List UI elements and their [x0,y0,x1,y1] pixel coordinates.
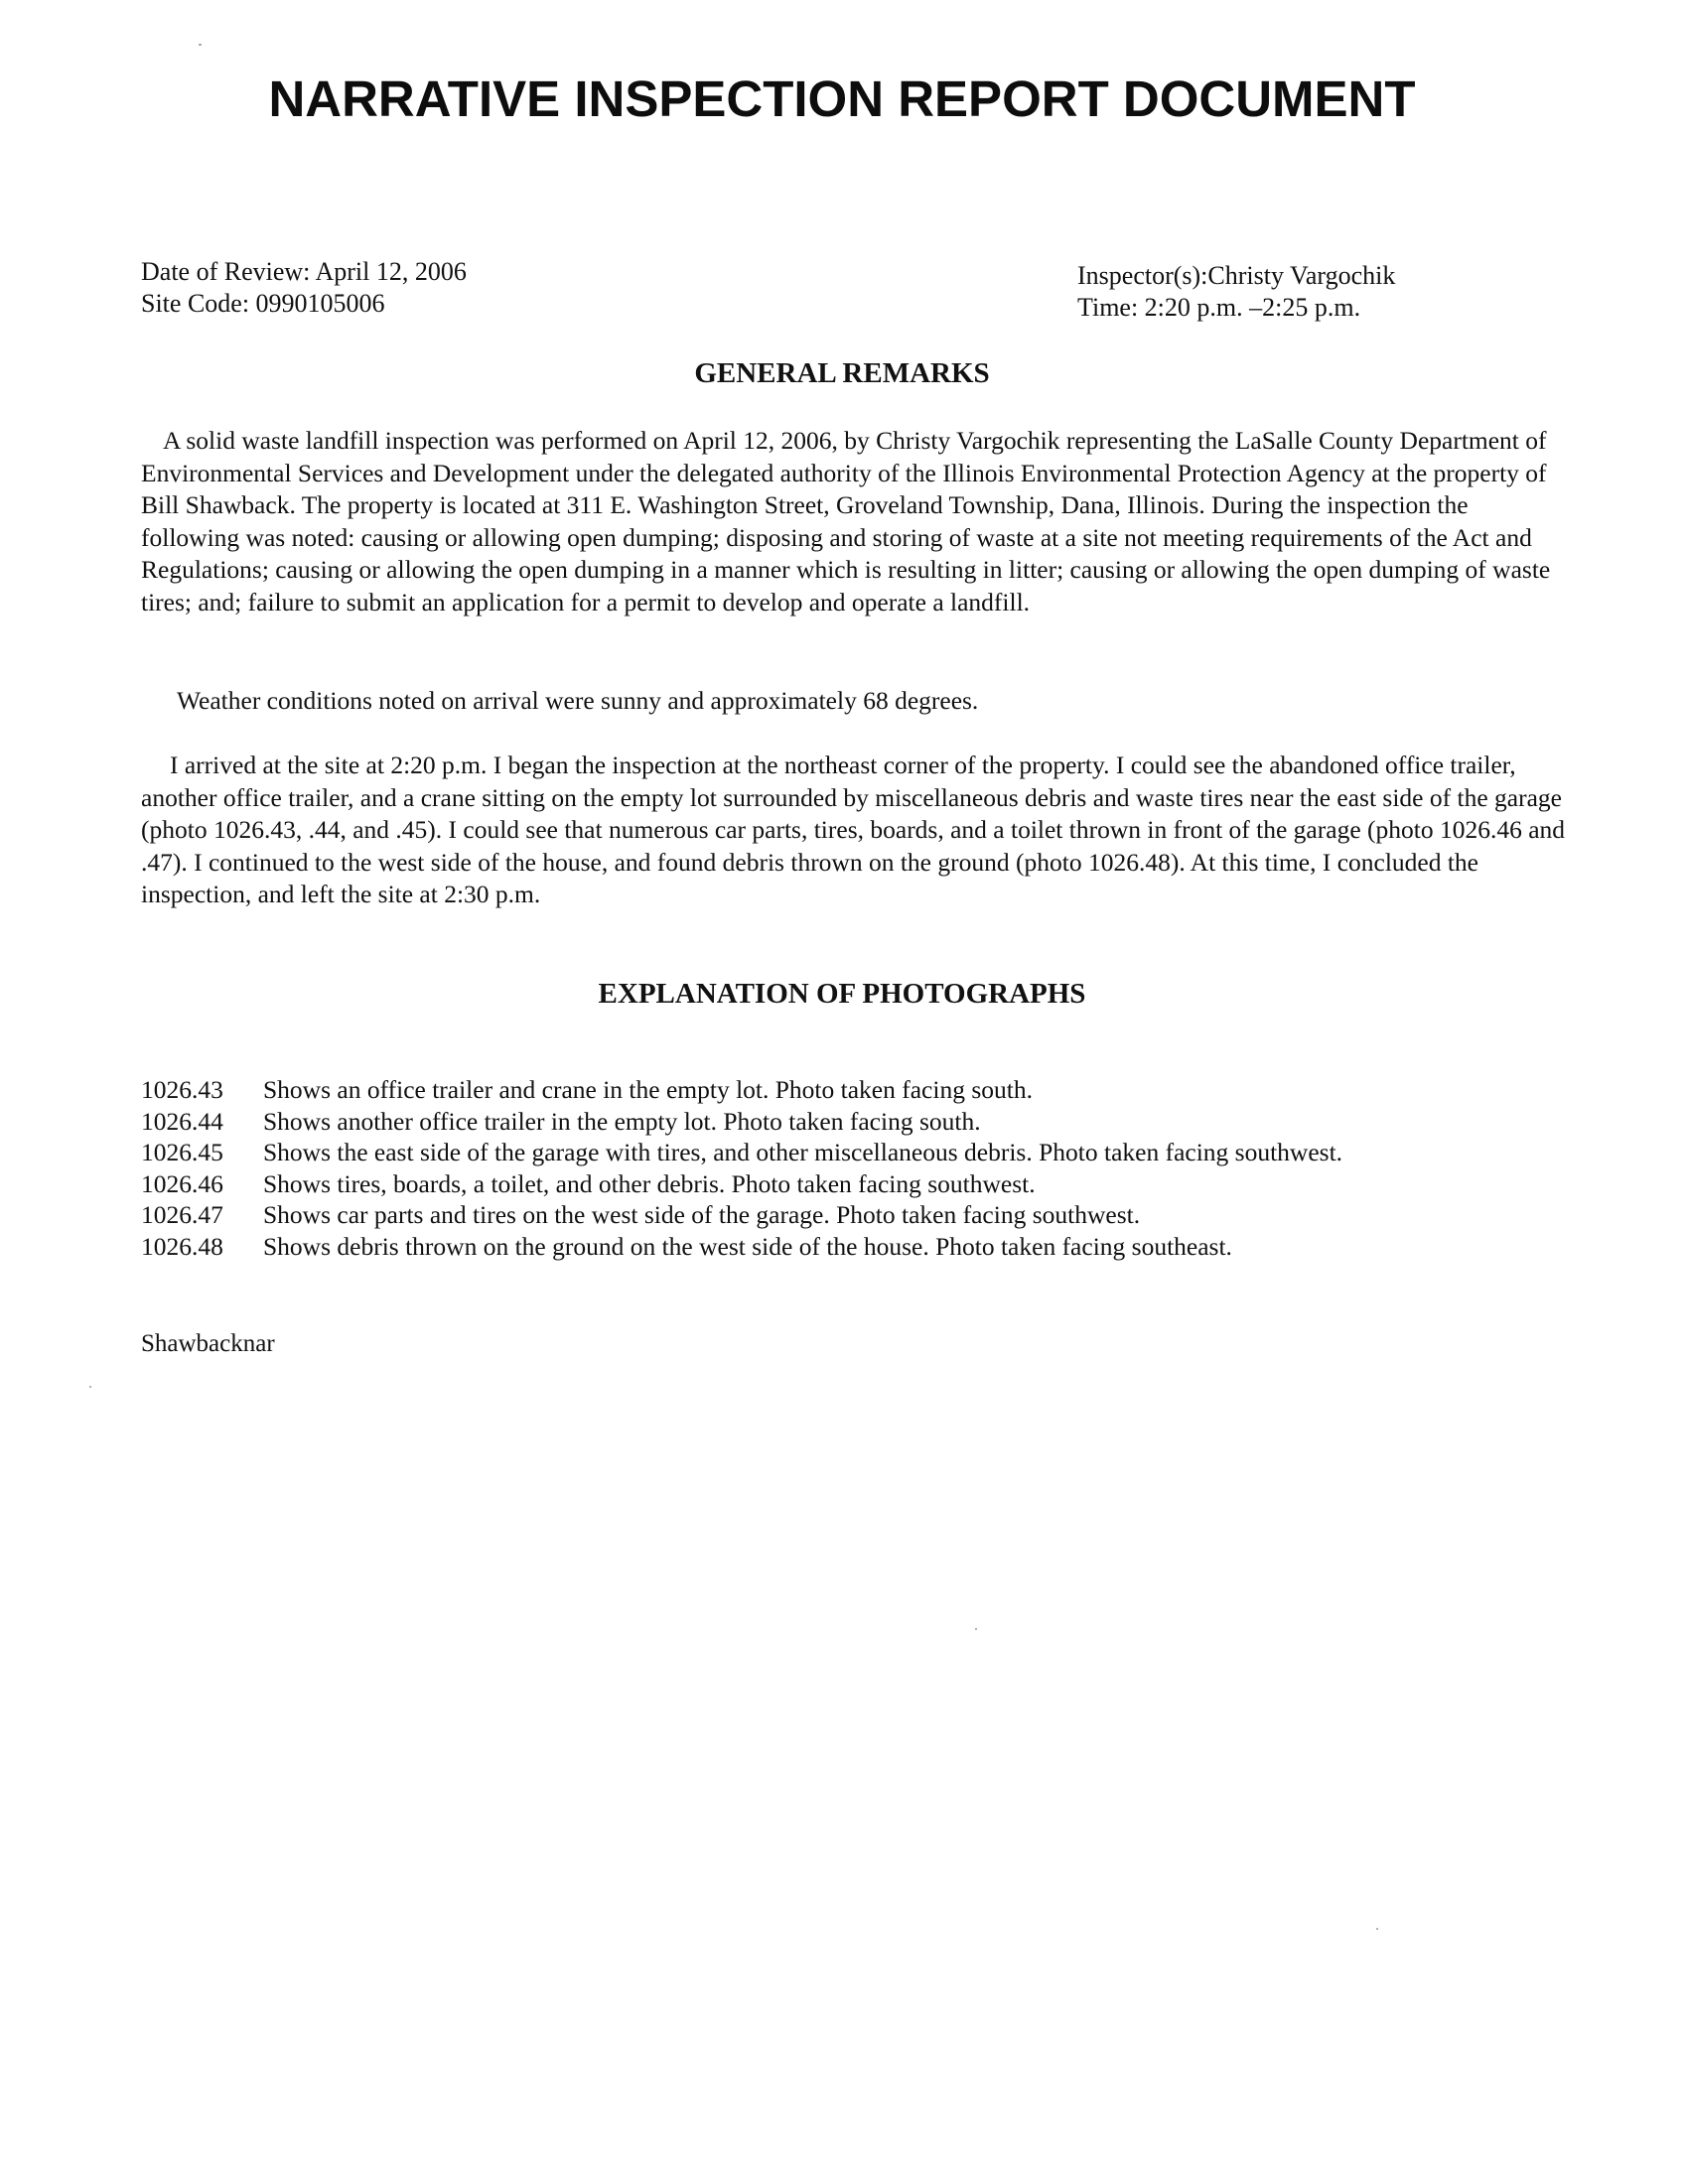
photo-list [141,1074,1611,1262]
photo-description: Shows tires, boards, a toilet, and other debris. Photo taken facing southwest. [263,1168,1036,1198]
photo-description: Shows car parts and tires on the west side of the garage. Photo taken facing southwest. [263,1200,1141,1229]
remarks-paragraph-2: Weather conditions noted on arrival were sunny and approximately 68 degrees. [177,686,979,715]
scan-speck [975,1628,977,1630]
scan-speck [1376,1928,1378,1930]
photo-entry [141,1074,1611,1106]
photo-description: Shows the east side of the garage with tires, and other miscellaneous debris. Photo taken facing southwest. [263,1138,1343,1166]
file-code: Shawbacknar [141,1330,275,1357]
photo-id: 1026.46 [141,1168,223,1198]
photo-entry [141,1137,1611,1168]
photo-id: 1026.47 [141,1200,223,1229]
document-title: NARRATIVE INSPECTION REPORT DOCUMENT [268,70,1416,127]
photo-id: 1026.44 [141,1106,223,1136]
remarks-paragraph-3: I arrived at the site at 2:20 p.m. I began the inspection at the northeast corner of the property. I could see the abandoned office trailer, another office trailer, and a crane sitting on the empty lot surrounded by miscellaneous debris and waste tires near the east side of the garage (photo 1026.43, .44, and .45). I could see that numerous car parts, tires, boards, and a toilet thrown in front of the garage (photo 1026.46 and .47). I continued to the west side of the house, and found debris thrown on the ground (photo 1026.48). At this time, I concluded the inspection, and left the site at 2:30 p.m. [141,751,1566,908]
photo-entry [141,1106,1611,1138]
photo-entry [141,1231,1611,1263]
photo-entry [141,1168,1611,1200]
photo-description: Shows another office trailer in the empty lot. Photo taken facing south. [263,1106,981,1136]
photo-id: 1026.43 [141,1075,223,1104]
inspector-info [1077,260,1395,324]
photo-description: Shows an office trailer and crane in the empty lot. Photo taken facing south. [263,1075,1033,1104]
scan-speck [199,44,202,46]
photo-id: 1026.45 [141,1138,223,1166]
date-of-review: Date of Review: April 12, 2006 [141,257,467,286]
review-info [141,256,467,320]
photo-description: Shows debris thrown on the ground on the west side of the house. Photo taken facing southeast. [263,1231,1232,1261]
inspection-time: Time: 2:20 p.m. –2:25 p.m. [1077,293,1361,322]
photographs-heading: EXPLANATION OF PHOTOGRAPHS [598,978,1086,1010]
photo-entry [141,1199,1611,1231]
inspector-name: Inspector(s):Christy Vargochik [1077,261,1396,290]
site-code: Site Code: 0990105006 [141,289,385,318]
photo-id: 1026.48 [141,1231,223,1261]
remarks-paragraph-1: A solid waste landfill inspection was performed on April 12, 2006, by Christy Vargochik representing the LaSalle County Department of Environmental Services and Development under the delegated authority of the Illinois Environmental Protection Agency at the property of Bill Shawback. The property is located at 311 E. Washington Street, Groveland Township, Dana, Illinois. During the inspection the following was noted: causing or allowing open dumping; disposing and storing of waste at a site not meeting requirements of the Act and Regulations; causing or allowing the open dumping in a manner which is resulting in litter; causing or allowing the open dumping of waste tires; and; failure to submit an application for a permit to develop and operate a landfill. [141,426,1551,616]
scan-speck [89,1386,91,1388]
general-remarks-heading: GENERAL REMARKS [694,357,990,389]
